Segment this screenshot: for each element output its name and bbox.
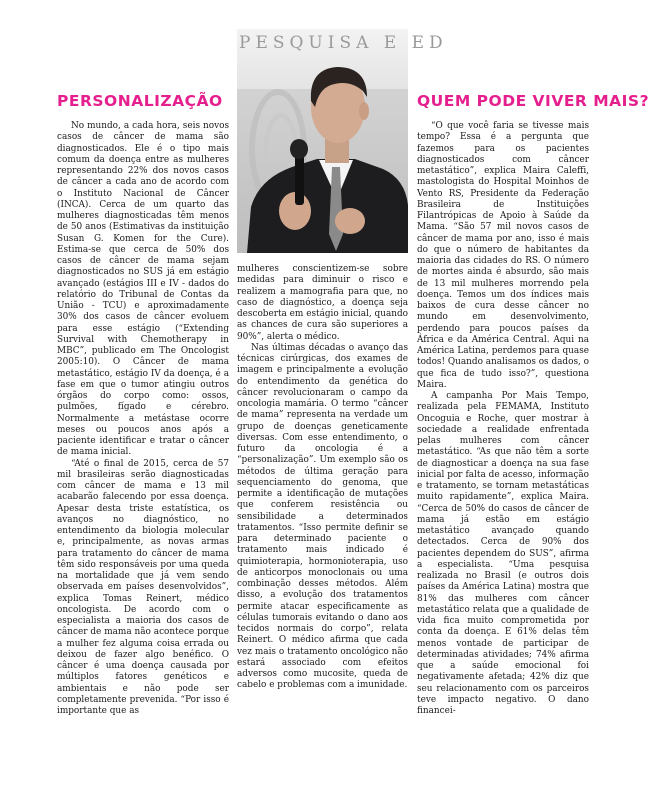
- text-column-left: [57, 121, 229, 781]
- section-heading-personalizacao: PERSONALIZAÇÃO: [57, 92, 223, 110]
- text-column-middle: [237, 264, 408, 691]
- speaker-photo: [237, 29, 448, 253]
- photo-banner-text: PESQUISA E ED: [239, 33, 448, 53]
- text-column-right: [417, 121, 589, 781]
- section-heading-quem-pode-viver-mais: QUEM PODE VIVER MAIS?: [417, 92, 649, 110]
- paragraph: mulheres conscientizem-se sobre medidas para diminuir o risco e realizem a mamografia para que, no caso de diagnóstico, a doença seja descoberta em estágio inicial, quando as chances de cura são superiores a 90%”, alerta o médico.: [237, 264, 408, 342]
- paragraph: “O que você faria se tivesse mais tempo? Essa é a pergunta que fazemos para os pacientes diagnosticados com câncer metastático”, explica Maira Caleffi, mastologista do Hospital Moinhos de Vento RS, Presidente da Federação Brasileira de Instituições Filantrópicas de Apoio à Saúde da Mama. “São 57 mil novos casos de câncer de mama por ano, isso é mais do que o número de habitantes da maioria das cidades do RS. O número de mortes ainda é absurdo, são mais de 13 mil mulheres morrendo pela doença. Temos um dos índices mais baixos de cura desse câncer no mundo em desenvolvimento, perdendo para poucos países da África e da América Central. Aqui na América Latina, perdemos para quase todos! Quando analisamos os dados, o que fica de tudo isso?”, questiona Maira.: [417, 121, 589, 390]
- paragraph: No mundo, a cada hora, seis novos casos de câncer de mama são diagnosticados. Ele é o tipo mais comum da doença entre as mulheres representando 22% dos novos casos de câncer a cada ano de acordo com o Instituto Nacional de Câncer (INCA). Cerca de um quarto das mulheres diagnosticadas têm menos de 50 anos (Estimativas da instituição Susan G. Komen for the Cure). Estima-se que cerca de 50% dos casos de câncer de mama sejam diagnosticados no SUS já em estágio avançado (estágios III e IV - dados do relatório do Tribunal de Contas da União - TCU) e aproximadamente 30% dos casos de câncer evoluem para esse estágio (“Extending Survival with Chemotherapy in MBC”, publicado em The Oncologist 2005:10). O Câncer de mama metastático, estágio IV da doença, é a fase em que o tumor atingiu outros órgãos do corpo como: ossos, pulmões, fígado e cérebro. Normalmente a metástase ocorre meses ou poucos anos após a paciente identificar e tratar o câncer de mama inicial.: [57, 121, 229, 458]
- speaker-figure: [237, 29, 408, 253]
- paragraph: A campanha Por Mais Tempo, realizada pela FEMAMA, Instituto Oncoguia e Roche, quer mostrar à sociedade a realidade enfrentada pelas mulheres com câncer metastático. “As que não têm a sorte de diagnosticar a doença na sua fase inicial por falta de acesso, informação e tratamento, se tornam metastáticas muito rapidamente”, explica Maira. “Cerca de 50% do casos de câncer de mama já estão em estágio metastático avançado quando detectados. Cerca de 90% dos pacientes dependem do SUS”, afirma a especialista. “Uma pesquisa realizada no Brasil (e outros dois países da América Latina) mostra que 81% das mulheres com câncer metastático relata que a qualidade de vida fica muito comprometida por conta da doença. E 61% delas têm menos vontade de participar de determinadas atividades; 74% afirma que a saúde emocional foi negativamente afetada; 42% diz que seu relacionamento com os parceiros teve impacto negativo. O dano financei-: [417, 391, 589, 716]
- paragraph: “Até o final de 2015, cerca de 57 mil brasileiras serão diagnosticadas com câncer de mama e 13 mil acabarão falecendo por essa doença. Apesar desta triste estatística, os avanços no diagnóstico, no entendimento da biologia molecular e, principalmente, as novas armas para tratamento do câncer de mama têm sido responsáveis por uma queda na mortalidade que já vem sendo observada em países desenvolvidos”, explica Tomas Reinert, médico oncologista. De acordo com o especialista a maioria dos casos de câncer de mama não acontece porque a mulher fez alguma coisa errada ou deixou de fazer algo benéfico. O câncer é uma doença causada por múltiplos fatores genéticos e ambientais e não pode ser completamente prevenida. “Por isso é importante que as: [57, 458, 229, 716]
- paragraph: Nas últimas décadas o avanço das técnicas cirúrgicas, dos exames de imagem e principalmente a evolução do entendimento da genética do câncer revolucionaram o campo da oncologia mamária. O termo “câncer de mama” representa na verdade um grupo de doenças geneticamente diversas. Com esse entendimento, o futuro da oncologia é a “personalização”. Um exemplo são os métodos de última geração para sequenciamento do genoma, que permite a identificação de mutações que conferem resistência ou sensibilidade a determinados tratamentos. “Isso permite definir se para determinado paciente o tratamento mais indicado é quimioterapia, hormonioterapia, uso de anticorpos monoclonais ou uma combinação desses métodos. Além disso, a evolução dos tratamentos permite atacar especificamente as células tumorais evitando o dano aos tecidos normais do corpo”, relata Reinert. O médico afirma que cada vez mais o tratamento oncológico não estará associado com efeitos adversos como mucosite, queda de cabelo e problemas com a imunidade.: [237, 342, 408, 691]
